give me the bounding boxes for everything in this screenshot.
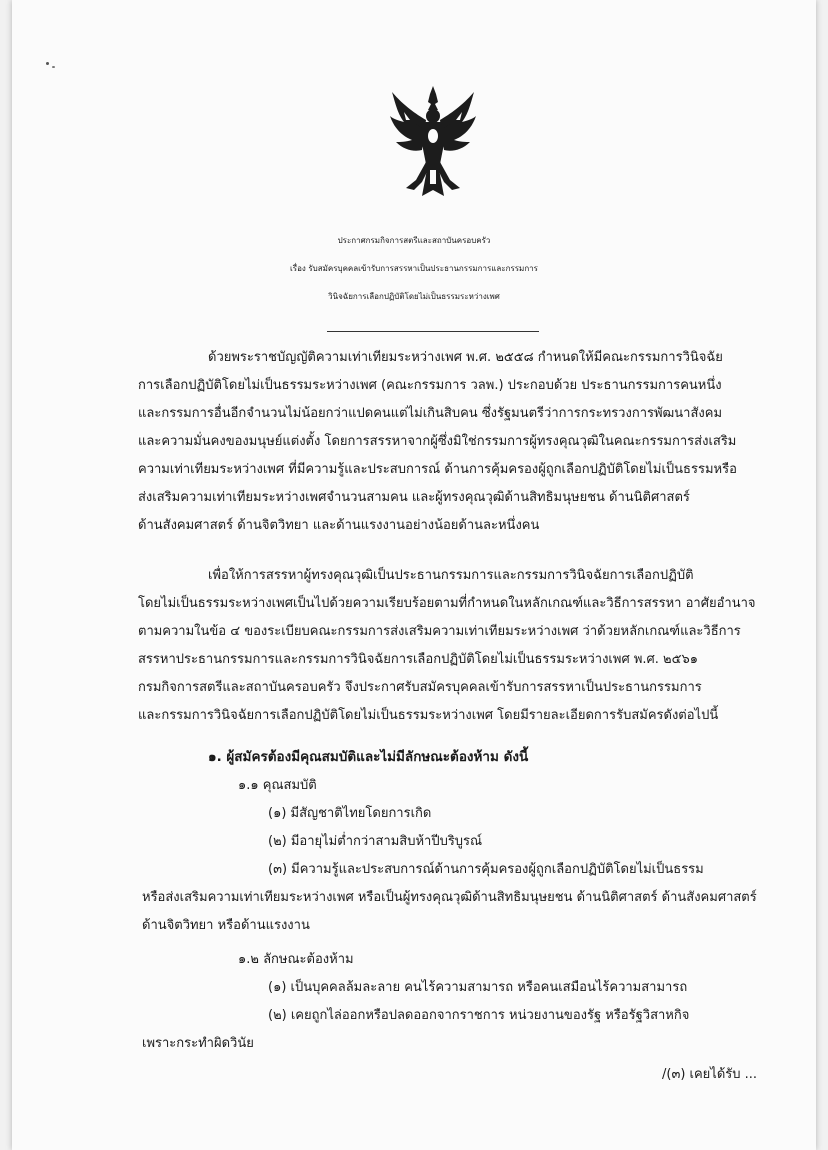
list-item-continuation: ด้านจิตวิทยา หรือด้านแรงงาน xyxy=(142,918,310,933)
para2-line: ตามความในข้อ ๔ ของระเบียบคณะกรรมการส่งเสริมความเท่าเทียมระหว่างเพศ ว่าด้วยหลักเกณฑ์และวิธีการ xyxy=(138,624,741,639)
list-item: (๑) เป็นบุคคลล้มละลาย คนไร้ความสามารถ หรือคนเสมือนไร้ความสามารถ xyxy=(268,980,688,995)
para2-line: เพื่อให้การสรรหาผู้ทรงคุณวุฒิเป็นประธานกรรมการและกรรมการวินิจฉัยการเลือกปฏิบัติ xyxy=(208,568,694,583)
scan-speck xyxy=(52,66,55,68)
document-title: ประกาศกรมกิจการสตรีและสถาบันครอบครัว xyxy=(337,236,491,245)
para2-line: สรรหาประธานกรรมการและกรรมการวินิจฉัยการเลือกปฏิบัติโดยไม่เป็นธรรมระหว่างเพศ พ.ศ. ๒๕๖๑ xyxy=(138,652,698,667)
para2-line: และกรรมการวินิจฉัยการเลือกปฏิบัติโดยไม่เป็นธรรมระหว่างเพศ โดยมีรายละเอียดการรับสมัครดังต่อไปนี้ xyxy=(138,708,719,723)
list-item-continuation: หรือส่งเสริมความเท่าเทียมระหว่างเพศ หรือเป็นผู้ทรงคุณวุฒิด้านสิทธิมนุษยชน ด้านนิติศาสตร์ ด้านสังคมศาสตร์ xyxy=(142,890,757,905)
para1-line: ส่งเสริมความเท่าเทียมระหว่างเพศจำนวนสามคน และผู้ทรงคุณวุฒิด้านสิทธิมนุษยชน ด้านนิติศาสตร์ xyxy=(138,490,690,505)
list-item-continuation: เพราะกระทำผิดวินัย xyxy=(142,1036,254,1051)
para2-line: โดยไม่เป็นธรรมระหว่างเพศเป็นไปด้วยความเรียบร้อยตามที่กำหนดในหลักเกณฑ์และวิธีการสรรหา อาศัยอำนาจ xyxy=(138,596,756,611)
para1-line: และกรรมการอื่นอีกจำนวนไม่น้อยกว่าแปดคนแต่ไม่เกินสิบคน ซึ่งรัฐมนตรีว่าการกระทรวงการพัฒนาสังคม xyxy=(138,406,723,421)
list-item: (๓) มีความรู้และประสบการณ์ด้านการคุ้มครองผู้ถูกเลือกปฏิบัติโดยไม่เป็นธรรม xyxy=(268,862,704,877)
para1-line: การเลือกปฏิบัติโดยไม่เป็นธรรมระหว่างเพศ (คณะกรรมการ วลพ.) ประกอบด้วย ประธานกรรมการคนหนึ่ง xyxy=(138,378,722,393)
subject-line-2: วินิจฉัยการเลือกปฏิบัติโดยไม่เป็นธรรมระหว่างเพศ xyxy=(328,292,500,301)
scan-speck xyxy=(46,62,49,65)
subject-line-1: เรื่อง รับสมัครบุคคลเข้ารับการสรรหาเป็นประธานกรรมการและกรรมการ xyxy=(290,264,538,273)
list-item: (๒) มีอายุไม่ต่ำกว่าสามสิบห้าปีบริบูรณ์ xyxy=(268,834,483,849)
para1-line: ความเท่าเทียมระหว่างเพศ ที่มีความรู้และประสบการณ์ ด้านการคุ้มครองผู้ถูกเลือกปฏิบัติโดยไม่เป็นธรรมหรือ xyxy=(138,462,737,477)
subsection-heading: ๑.๑ คุณสมบัติ xyxy=(238,778,317,793)
list-item: (๑) มีสัญชาติไทยโดยการเกิด xyxy=(268,806,432,821)
para1-line: ด้วยพระราชบัญญัติความเท่าเทียมระหว่างเพศ พ.ศ. ๒๕๕๘ กำหนดให้มีคณะกรรมการวินิจฉัย xyxy=(208,350,723,365)
para2-line: กรมกิจการสตรีและสถาบันครอบครัว จึงประกาศรับสมัครบุคคลเข้ารับการสรรหาเป็นประธานกรรมการ xyxy=(138,680,702,695)
section-heading: ๑. ผู้สมัครต้องมีคุณสมบัติและไม่มีลักษณะต้องห้าม ดังนี้ xyxy=(208,749,529,765)
para1-line: ด้านสังคมศาสตร์ ด้านจิตวิทยา และด้านแรงงานอย่างน้อยด้านละหนึ่งคน xyxy=(138,518,540,533)
subsection-heading: ๑.๒ ลักษณะต้องห้าม xyxy=(238,952,354,967)
para1-line: และความมั่นคงของมนุษย์แต่งตั้ง โดยการสรรหาจากผู้ซึ่งมิใช่กรรมการผู้ทรงคุณวุฒิในคณะกรรมการส่งเสริม xyxy=(138,434,737,449)
title-divider xyxy=(327,331,539,332)
document-page xyxy=(12,0,816,1150)
page-continuation: /(๓) เคยได้รับ ... xyxy=(662,1067,758,1082)
list-item: (๒) เคยถูกไล่ออกหรือปลดออกจากราชการ หน่วยงานของรัฐ หรือรัฐวิสาหกิจ xyxy=(268,1008,690,1023)
garuda-emblem-icon xyxy=(386,84,480,200)
